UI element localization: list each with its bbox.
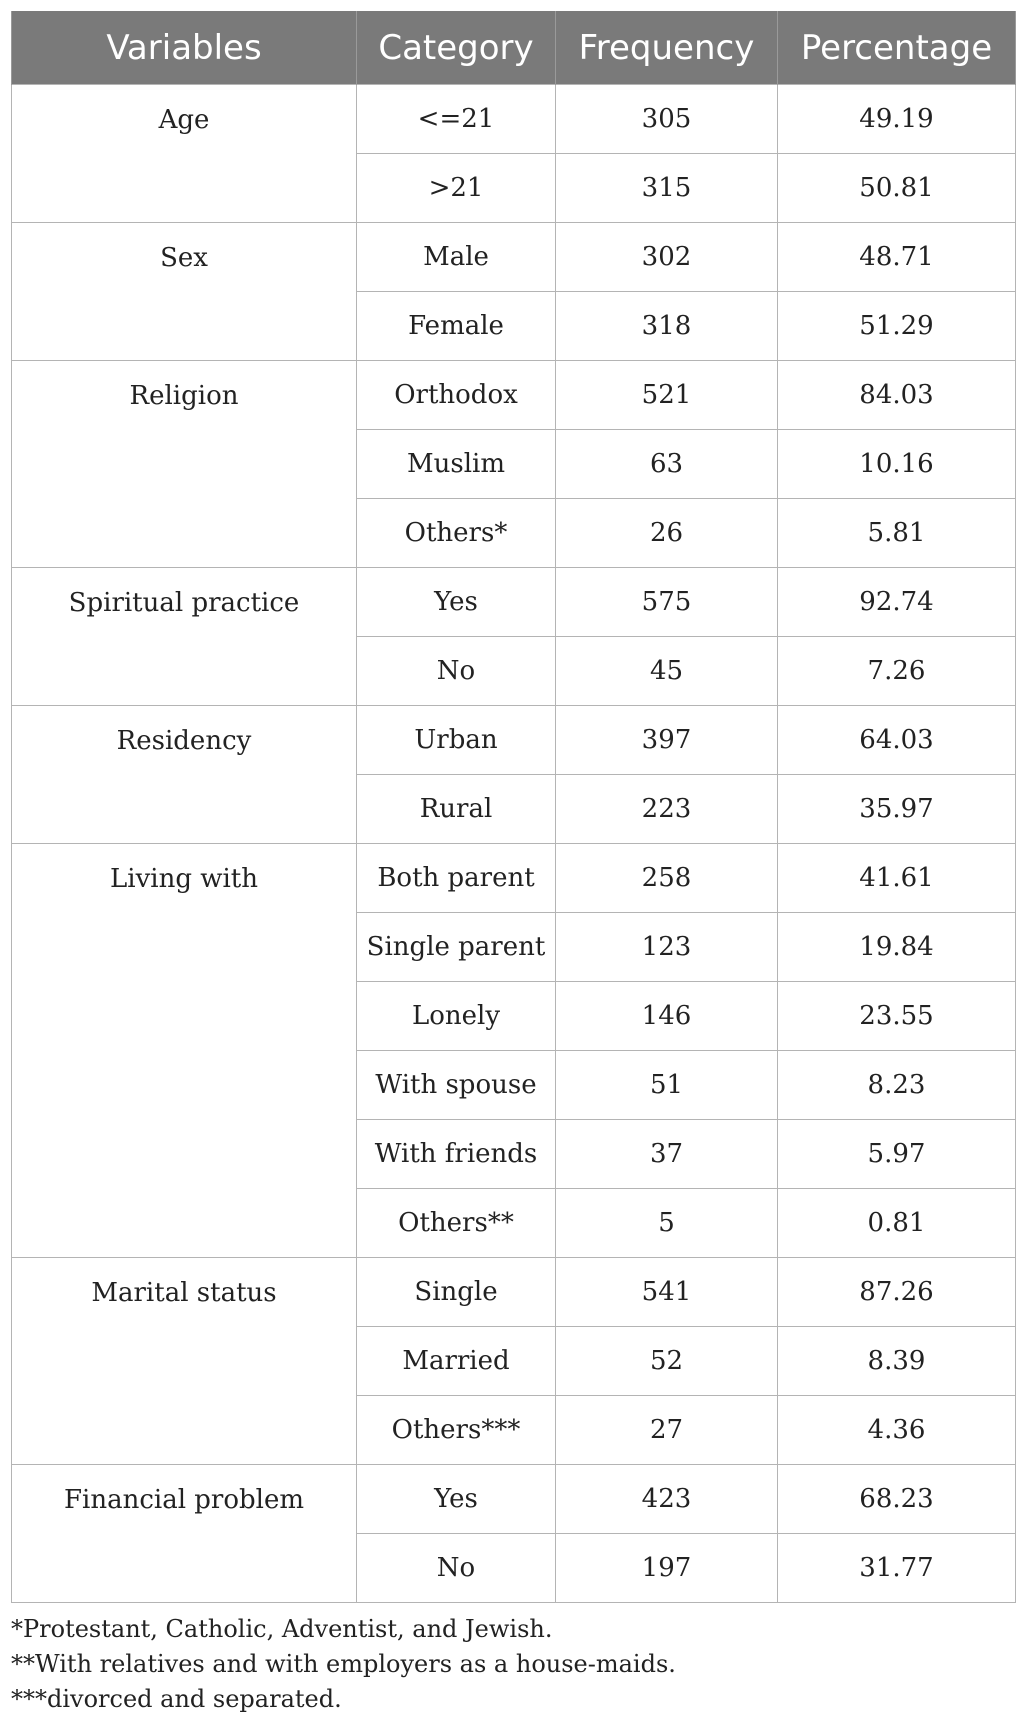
table-row: [12, 1258, 1016, 1327]
category-cell: Male: [357, 223, 556, 292]
variable-cell: Living with: [12, 844, 357, 1258]
demographics-table: [11, 11, 1016, 1603]
header-row: [12, 11, 1016, 85]
category-cell: <=21: [357, 85, 556, 154]
frequency-cell: 37: [556, 1120, 778, 1189]
category-cell: With friends: [357, 1120, 556, 1189]
frequency-cell: 27: [556, 1396, 778, 1465]
table-row: [12, 568, 1016, 637]
header-variables: Variables: [12, 11, 357, 85]
header-percentage: Percentage: [778, 11, 1016, 85]
category-cell: Single parent: [357, 913, 556, 982]
variable-cell: Spiritual practice: [12, 568, 357, 706]
frequency-cell: 197: [556, 1534, 778, 1603]
table-row: [12, 361, 1016, 430]
percentage-cell: 41.61: [778, 844, 1016, 913]
category-cell: With spouse: [357, 1051, 556, 1120]
frequency-cell: 318: [556, 292, 778, 361]
category-cell: Yes: [357, 1465, 556, 1534]
table-row: [12, 706, 1016, 775]
percentage-cell: 0.81: [778, 1189, 1016, 1258]
frequency-cell: 146: [556, 982, 778, 1051]
frequency-cell: 5: [556, 1189, 778, 1258]
variable-cell: Financial problem: [12, 1465, 357, 1603]
category-cell: >21: [357, 154, 556, 223]
category-cell: Muslim: [357, 430, 556, 499]
percentage-cell: 48.71: [778, 223, 1016, 292]
percentage-cell: 49.19: [778, 85, 1016, 154]
category-cell: Others***: [357, 1396, 556, 1465]
percentage-cell: 19.84: [778, 913, 1016, 982]
percentage-cell: 7.26: [778, 637, 1016, 706]
percentage-cell: 5.97: [778, 1120, 1016, 1189]
percentage-cell: 4.36: [778, 1396, 1016, 1465]
frequency-cell: 521: [556, 361, 778, 430]
percentage-cell: 8.39: [778, 1327, 1016, 1396]
frequency-cell: 302: [556, 223, 778, 292]
frequency-cell: 258: [556, 844, 778, 913]
frequency-cell: 45: [556, 637, 778, 706]
percentage-cell: 31.77: [778, 1534, 1016, 1603]
category-cell: Single: [357, 1258, 556, 1327]
table-row: [12, 85, 1016, 154]
frequency-cell: 123: [556, 913, 778, 982]
footnotes: [11, 1612, 676, 1717]
percentage-cell: 68.23: [778, 1465, 1016, 1534]
category-cell: Yes: [357, 568, 556, 637]
footnote-marital-others: ***divorced and separated.: [11, 1685, 342, 1713]
variable-cell: Religion: [12, 361, 357, 568]
table-header: [12, 11, 1016, 85]
percentage-cell: 50.81: [778, 154, 1016, 223]
variable-cell: Sex: [12, 223, 357, 361]
frequency-cell: 52: [556, 1327, 778, 1396]
category-cell: Both parent: [357, 844, 556, 913]
footnote-living-others: **With relatives and with employers as a house-maids.: [11, 1650, 676, 1678]
frequency-cell: 26: [556, 499, 778, 568]
percentage-cell: 92.74: [778, 568, 1016, 637]
variable-cell: Age: [12, 85, 357, 223]
category-cell: Urban: [357, 706, 556, 775]
category-cell: Others**: [357, 1189, 556, 1258]
percentage-cell: 8.23: [778, 1051, 1016, 1120]
header-category: Category: [357, 11, 556, 85]
table-row: [12, 1465, 1016, 1534]
variable-cell: Marital status: [12, 1258, 357, 1465]
variable-cell: Residency: [12, 706, 357, 844]
category-cell: No: [357, 1534, 556, 1603]
category-cell: No: [357, 637, 556, 706]
frequency-cell: 397: [556, 706, 778, 775]
percentage-cell: 35.97: [778, 775, 1016, 844]
table-body: [12, 85, 1016, 1603]
frequency-cell: 575: [556, 568, 778, 637]
percentage-cell: 87.26: [778, 1258, 1016, 1327]
percentage-cell: 10.16: [778, 430, 1016, 499]
frequency-cell: 423: [556, 1465, 778, 1534]
category-cell: Lonely: [357, 982, 556, 1051]
frequency-cell: 63: [556, 430, 778, 499]
percentage-cell: 64.03: [778, 706, 1016, 775]
category-cell: Female: [357, 292, 556, 361]
frequency-cell: 223: [556, 775, 778, 844]
frequency-cell: 541: [556, 1258, 778, 1327]
table-row: [12, 844, 1016, 913]
frequency-cell: 315: [556, 154, 778, 223]
category-cell: Orthodox: [357, 361, 556, 430]
category-cell: Rural: [357, 775, 556, 844]
demographics-table-container: [11, 11, 1015, 1603]
category-cell: Married: [357, 1327, 556, 1396]
table-row: [12, 223, 1016, 292]
percentage-cell: 84.03: [778, 361, 1016, 430]
header-frequency: Frequency: [556, 11, 778, 85]
frequency-cell: 305: [556, 85, 778, 154]
frequency-cell: 51: [556, 1051, 778, 1120]
category-cell: Others*: [357, 499, 556, 568]
footnote-religion-others: *Protestant, Catholic, Adventist, and Jewish.: [11, 1615, 553, 1643]
percentage-cell: 23.55: [778, 982, 1016, 1051]
percentage-cell: 51.29: [778, 292, 1016, 361]
percentage-cell: 5.81: [778, 499, 1016, 568]
